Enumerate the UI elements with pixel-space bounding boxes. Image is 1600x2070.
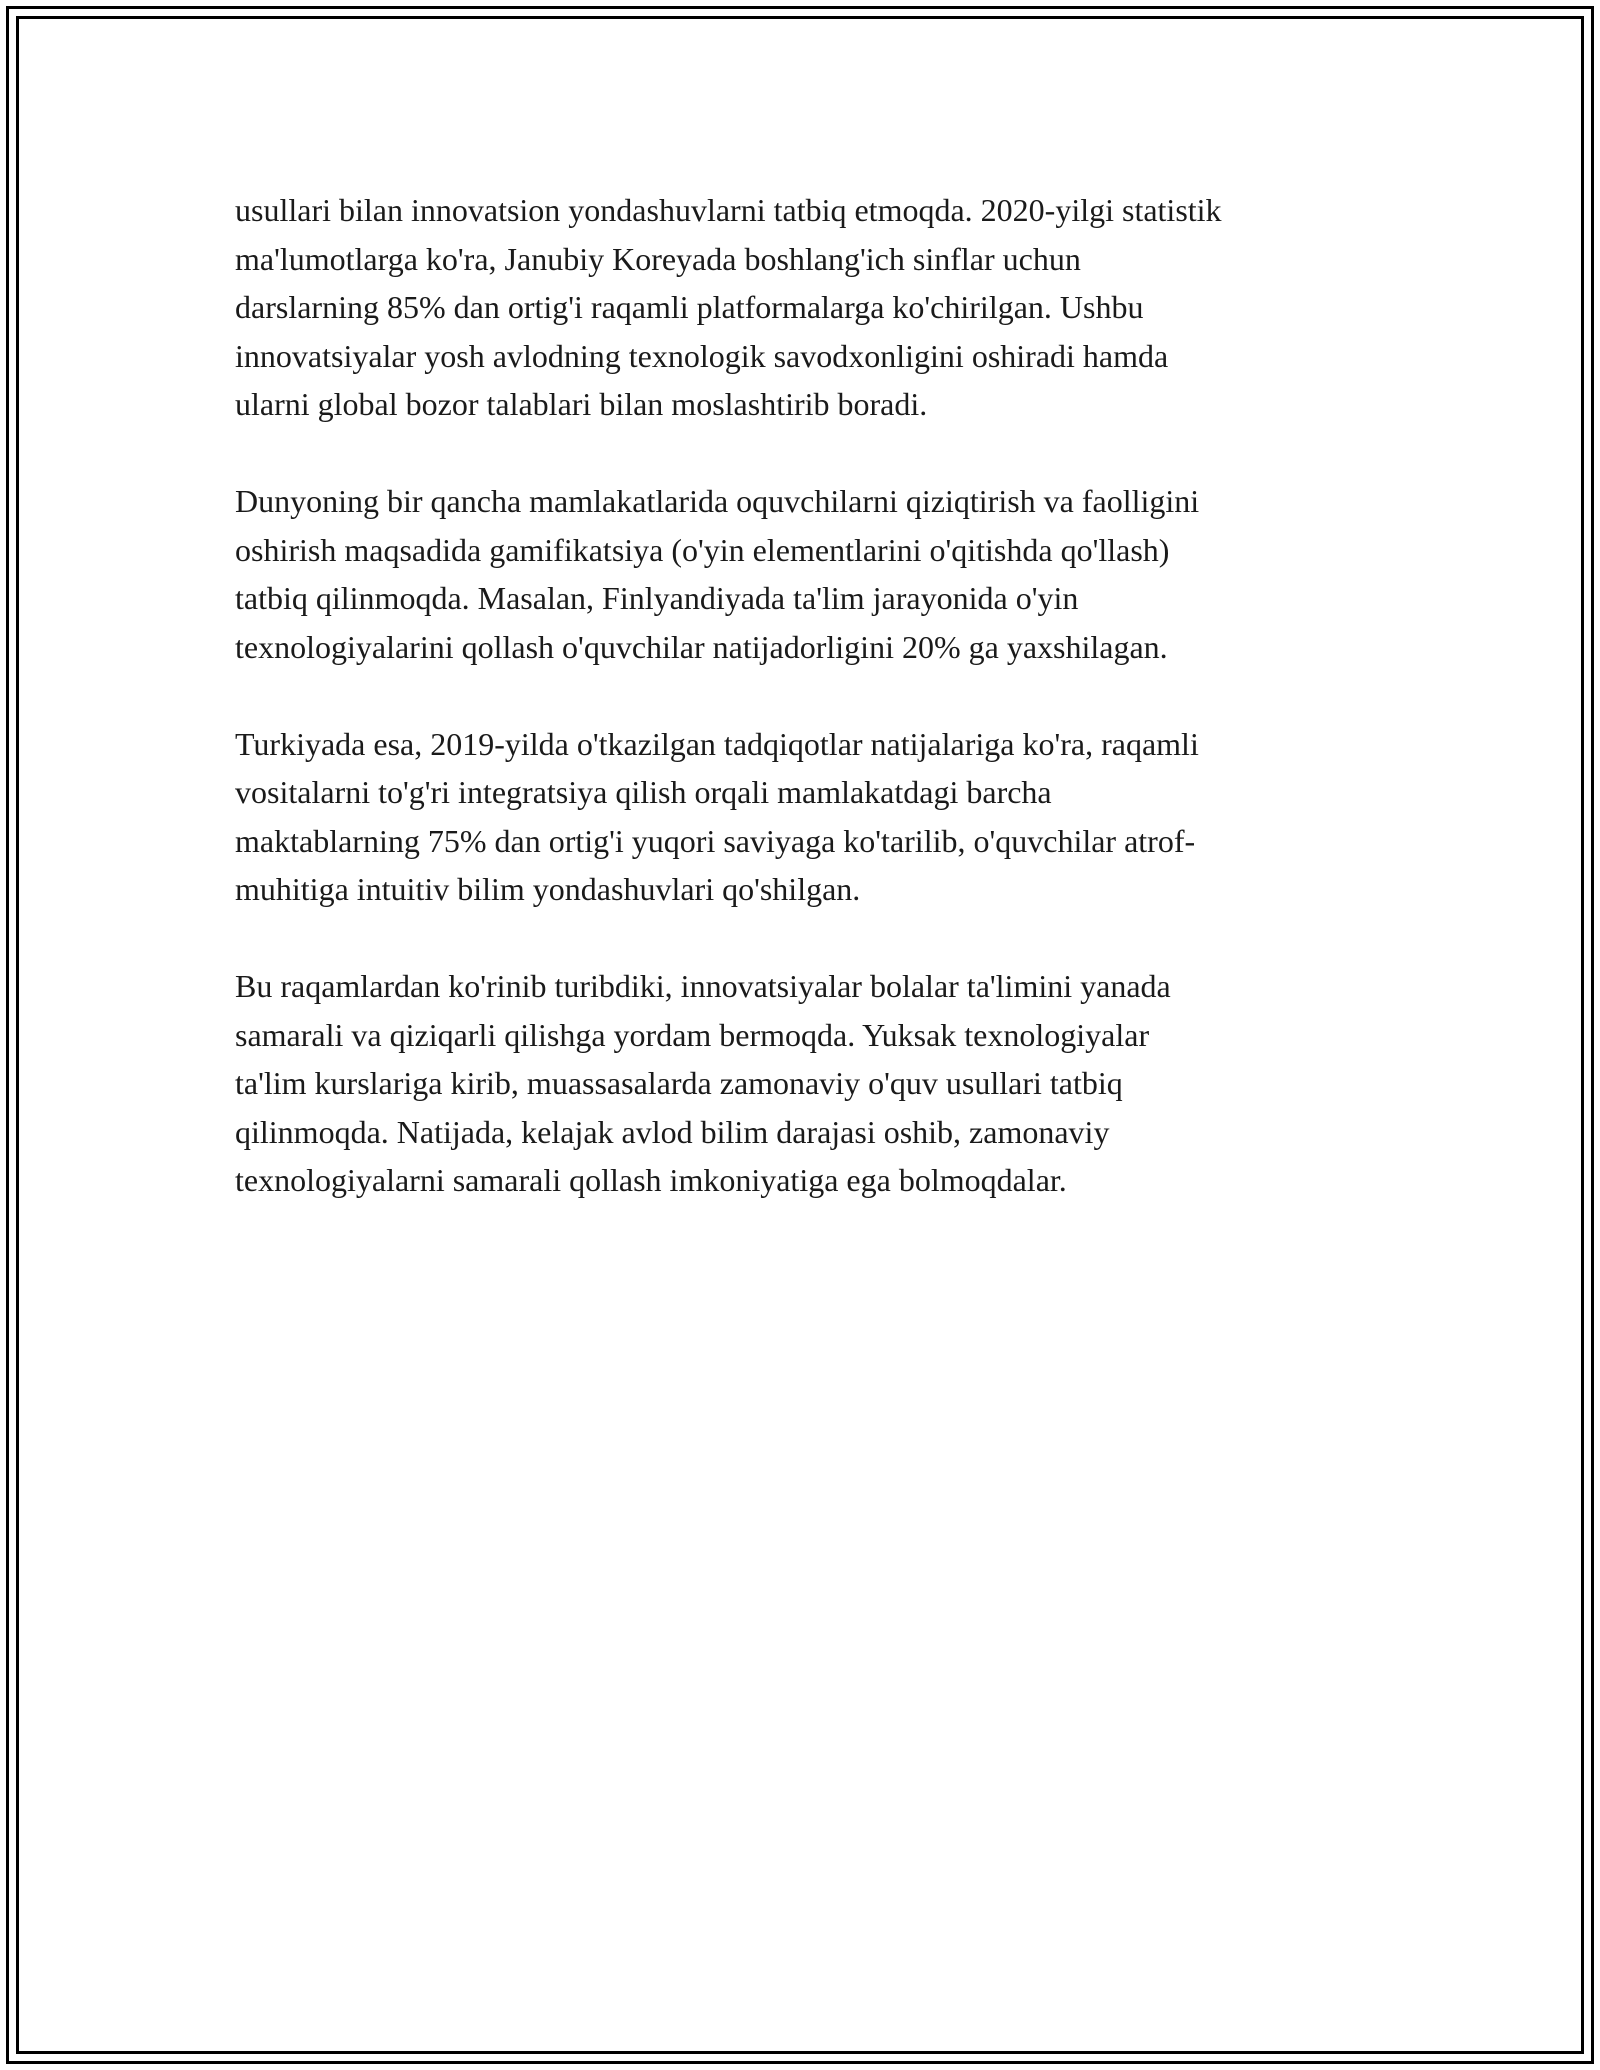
paragraph-1 — [235, 186, 1395, 429]
text-line: texnologiyalarni samarali qollash imkoniyatiga ega bolmoqdalar. — [235, 1162, 1067, 1198]
text-line: ularni global bozor talablari bilan moslashtirib boradi. — [235, 386, 928, 422]
text-line: darslarning 85% dan ortig'i raqamli platformalarga ko'chirilgan. Ushbu — [235, 289, 1144, 325]
text-line: maktablarning 75% dan ortig'i yuqori saviyaga ko'tarilib, o'quvchilar atrof- — [235, 822, 1196, 859]
text-line: qilinmoqda. Natijada, kelajak avlod bilim darajasi oshib, zamonaviy — [235, 1113, 1110, 1150]
text-line: vositalarni to'g'ri integratsiya qilish orqali mamlakatdagi barcha — [235, 774, 1052, 810]
paragraph-3 — [235, 720, 1395, 914]
text-line: tatbiq qilinmoqda. Masalan, Finlyandiyada ta'lim jarayonida o'yin — [235, 580, 1079, 616]
text-line: Bu raqamlardan ko'rinib turibdiki, innovatsiyalar bolalar ta'limini yanada — [235, 968, 1171, 1004]
text-line: Turkiyada esa, 2019-yilda o'tkazilgan tadqiqotlar natijalariga ko'ra, raqamli — [235, 725, 1199, 762]
text-line: usullari bilan innovatsion yondashuvlarni tatbiq etmoqda. 2020-yilgi statistik — [235, 192, 1222, 228]
text-line: texnologiyalarini qollash o'quvchilar natijadorligini 20% ga yaxshilagan. — [235, 628, 1168, 665]
text-line: ma'lumotlarga ko'ra, Janubiy Koreyada boshlang'ich sinflar uchun — [235, 240, 1081, 277]
text-line: oshirish maqsadida gamifikatsiya (o'yin elementlarini o'qitishda qo'llash) — [235, 531, 1170, 568]
text-line: samarali va qiziqarli qilishga yordam bermoqda. Yuksak texnologiyalar — [235, 1016, 1150, 1053]
paragraph-2 — [235, 477, 1395, 671]
document-body — [235, 186, 1395, 1253]
text-line: Dunyoning bir qancha mamlakatlarida oquvchilarni qiziqtirish va faolligini — [235, 483, 1200, 519]
text-line: muhitiga intuitiv bilim yondashuvlari qo'shilgan. — [235, 871, 861, 907]
paragraph-4 — [235, 962, 1395, 1205]
text-line: ta'lim kurslariga kirib, muassasalarda zamonaviy o'quv usullari tatbiq — [235, 1065, 1123, 1101]
text-line: innovatsiyalar yosh avlodning texnologik savodxonligini oshiradi hamda — [235, 337, 1169, 374]
